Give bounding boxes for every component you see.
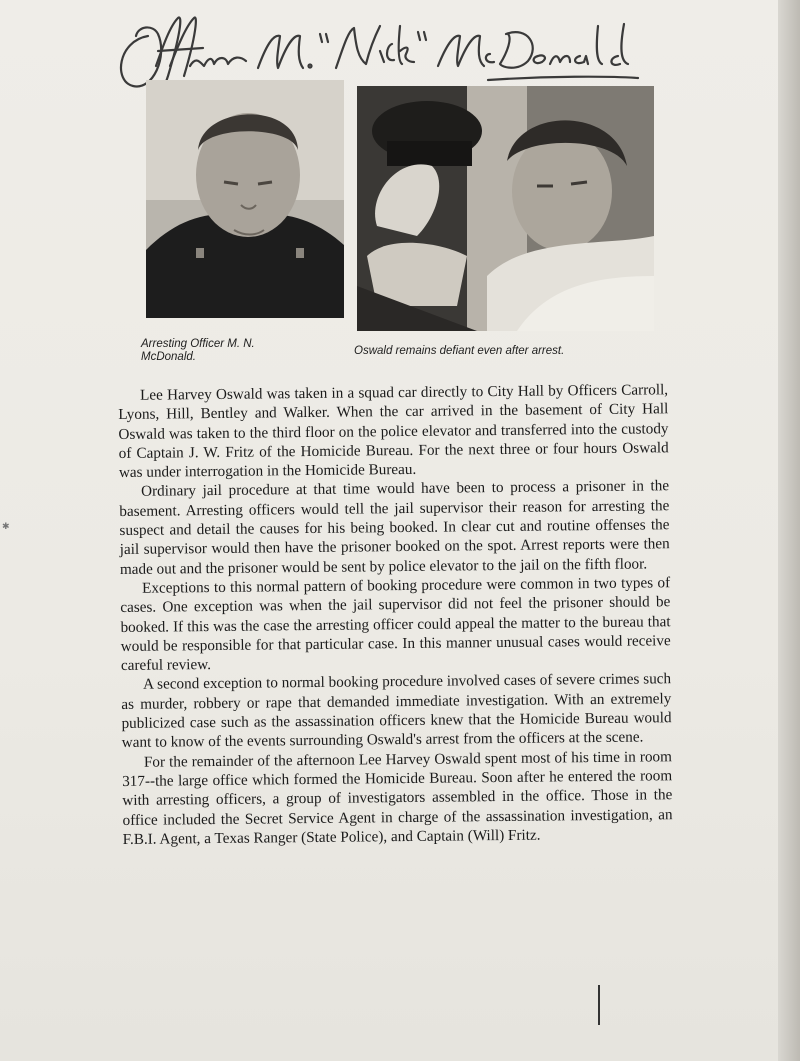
paragraph: Lee Harvey Oswald was taken in a squad car directly to City Hall by Officers Carroll, Lyons, Hill, Bentley and Walker. When the car arrived in the basement of City Hall Oswald was taken to the third floor on the police elevator and transferred into the custody of Captain J. W. Fritz of the Homicide Bureau. For the next three or four hours Oswald was under interrogation in the Homicide Bureau. xyxy=(118,381,669,482)
pencil-mark xyxy=(598,985,600,1025)
photo-caption-oswald: Oswald remains defiant even after arrest. xyxy=(354,345,565,357)
photo-caption-officer: Arresting Officer M. N. McDonald. xyxy=(141,338,255,363)
paragraph: A second exception to normal booking procedure involved cases of severe crimes such as murder, robbery or rape that demanded immediate investigation. With an extremely publicized case such as the assassination officers knew that the Homicide Bureau would want to know of the events surrounding Oswald's arrest from the officers at the scene. xyxy=(121,670,672,752)
oswald-arrest-photo xyxy=(357,86,654,331)
officer-portrait-photo xyxy=(146,80,344,318)
page-edge-shadow xyxy=(778,0,800,1061)
paragraph: Exceptions to this normal pattern of booking procedure were common in two types of cases. One exception was when the jail supervisor did not feel the prisoner should be booked. If this was the case the arresting officer could appeal the matter to the bureau that would be responsible for that particular case. In this manner unusual cases would receive careful review. xyxy=(120,574,671,675)
paragraph: For the remainder of the afternoon Lee Harvey Oswald spent most of his time in room 317--the large office which formed the Homicide Bureau. Soon after he entered the room with arresting officers, a group of investigators assembled in the office. Those in the office included the Secret Service Agent in charge of the assassination investigation, an F.B.I. Agent, a Texas Ranger (State Police), and Captain (Will) Fritz. xyxy=(122,747,673,848)
binding-hole-mark: ✱ xyxy=(2,522,10,532)
article-body xyxy=(118,380,673,849)
paragraph: Ordinary jail procedure at that time would have been to process a prisoner in the basement. Arresting officers would tell the jail supervisor their reason for arresting the suspect and detail the causes for his being booked. In clear cut and routine offenses the jail supervisor would then have the prisoner booked on the spot. Arrest reports were then made out and the prisoner would be sent by police elevator to the jail on the fifth floor. xyxy=(119,477,670,578)
